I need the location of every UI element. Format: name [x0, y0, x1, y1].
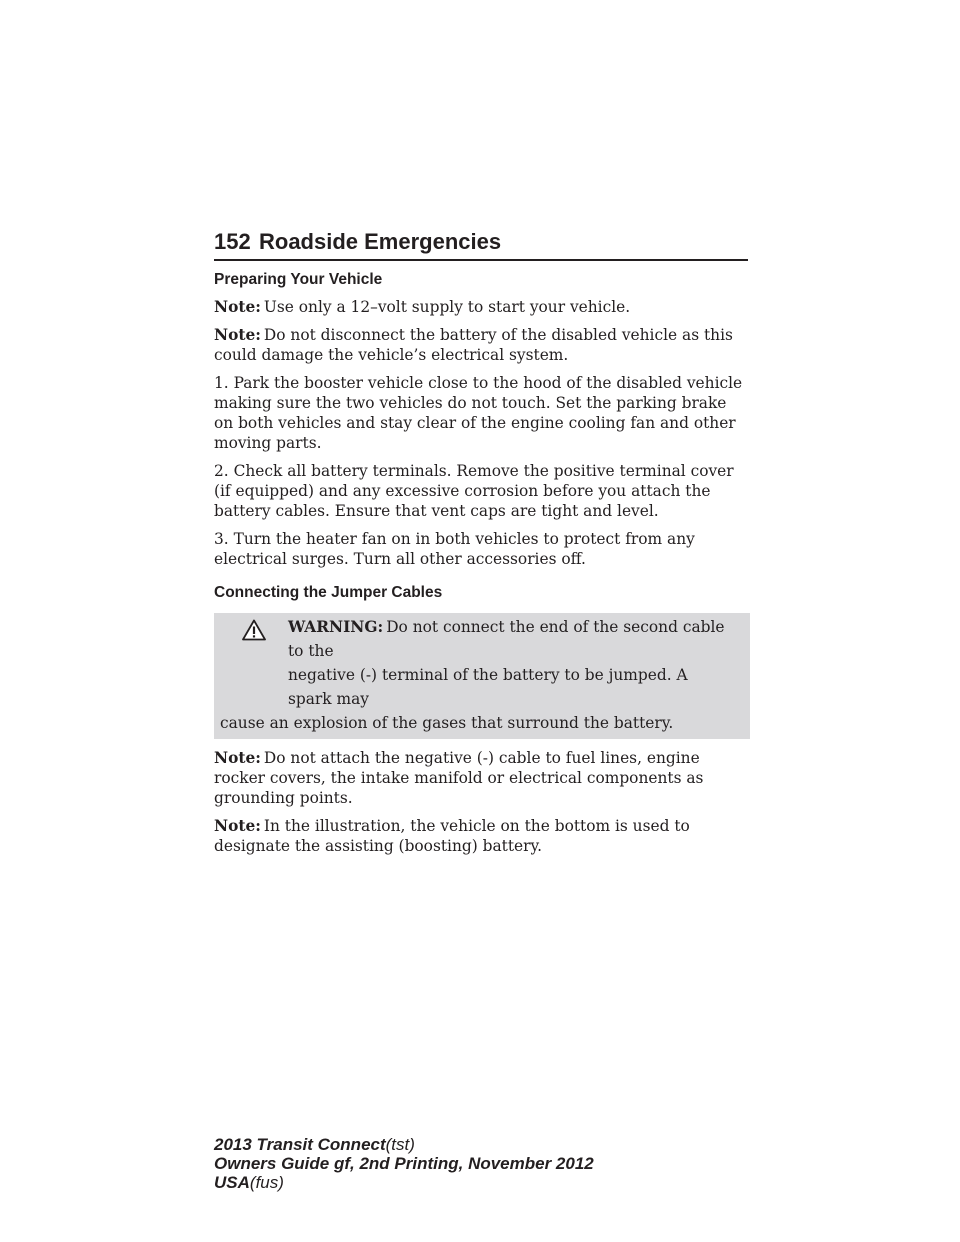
footer-market-code: (fus)	[249, 1173, 284, 1192]
note-text: Do not disconnect the battery of the disabled vehicle as this could damage the vehicle’s electrical system.	[214, 326, 733, 364]
warning-text: Do not connect the end of the second cable to the	[288, 618, 725, 660]
footer-market: USA	[214, 1173, 250, 1192]
note-text: Do not attach the negative (-) cable to fuel lines, engine rocker covers, the intake manifold or electrical components as grounding points.	[214, 749, 704, 807]
step-3: 3. Turn the heater fan on in both vehicles to protect from any electrical surges. Turn all other accessories off.	[214, 530, 695, 568]
step-2: 2. Check all battery terminals. Remove the positive terminal cover (if equipped) and any excessive corrosion before you attach the battery cables. Ensure that vent caps are tight and level.	[214, 462, 734, 520]
document-footer	[214, 1135, 594, 1192]
page-content	[214, 270, 750, 864]
note-label: Note:	[214, 749, 261, 767]
section-title: Roadside Emergencies	[259, 229, 502, 254]
step-1: 1. Park the booster vehicle close to the hood of the disabled vehicle making sure the two vehicles do not touch. Set the parking brake on both vehicles and stay clear of the engine cooling fan and other moving parts.	[214, 374, 743, 452]
footer-model: 2013 Transit Connect	[214, 1135, 386, 1154]
note-12-volt	[214, 297, 750, 317]
note-label: Note:	[214, 326, 261, 344]
note-text: Use only a 12–volt supply to start your vehicle.	[263, 298, 631, 316]
warning-triangle-icon	[242, 619, 266, 641]
header-rule	[214, 259, 748, 261]
footer-model-code: (tst)	[385, 1135, 415, 1154]
heading-connecting-cables: Connecting the Jumper Cables	[214, 584, 443, 601]
footer-line-3	[214, 1173, 594, 1192]
warning-box	[214, 613, 750, 739]
footer-printing: Owners Guide gf, 2nd Printing, November 2012	[214, 1154, 594, 1173]
note-label: Note:	[214, 298, 261, 316]
note-disconnect	[214, 325, 750, 365]
footer-line-2	[214, 1154, 594, 1173]
page-header	[214, 228, 748, 262]
warning-label: WARNING:	[288, 618, 384, 636]
heading-preparing-vehicle: Preparing Your Vehicle	[214, 271, 383, 288]
footer-line-1	[214, 1135, 594, 1154]
note-grounding	[214, 748, 750, 808]
page-number: 152	[214, 229, 251, 254]
warning-line-1	[220, 615, 732, 663]
note-illustration	[214, 816, 750, 856]
note-label: Note:	[214, 817, 261, 835]
warning-line-2: negative (-) terminal of the battery to be jumped. A spark may	[288, 666, 688, 708]
note-text: In the illustration, the vehicle on the bottom is used to designate the assisting (boosting) battery.	[214, 817, 690, 855]
warning-line-3: cause an explosion of the gases that surround the battery.	[220, 714, 674, 732]
